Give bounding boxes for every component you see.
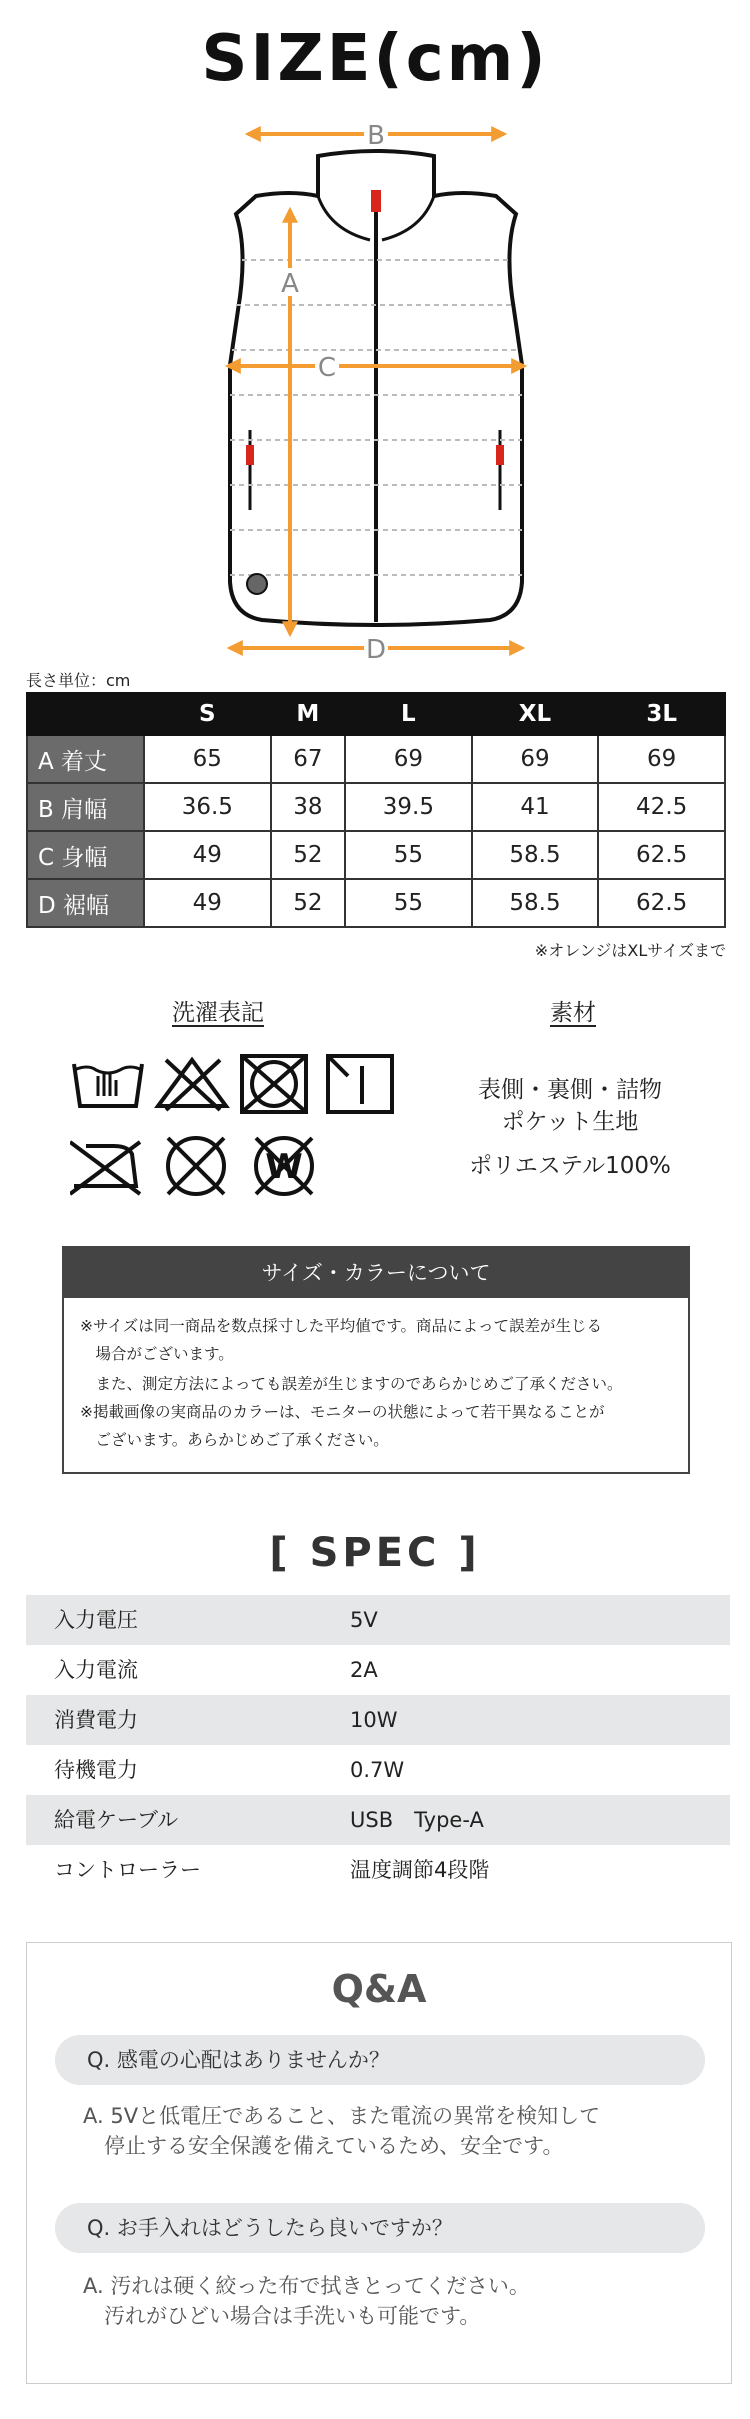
spec-value: 0.7W <box>350 1758 405 1782</box>
table-cell: 58.5 <box>472 879 599 927</box>
question-pill <box>55 2203 705 2253</box>
material-line3: ポリエステル100% <box>469 1153 671 1179</box>
spec-row <box>26 1695 730 1745</box>
table-cell: 42.5 <box>598 783 725 831</box>
table-cell: 38 <box>271 783 345 831</box>
table-row <box>27 783 725 831</box>
table-cell: 67 <box>271 735 345 783</box>
header-size: S <box>144 693 271 735</box>
answer-line: A. 汚れは硬く絞った布で拭きとってください。 <box>83 2274 530 2298</box>
qa-box <box>26 1942 732 2384</box>
table-cell: 39.5 <box>345 783 472 831</box>
table-row <box>27 831 725 879</box>
table-cell: 62.5 <box>598 831 725 879</box>
label-a: A <box>281 269 299 299</box>
spec-value: USB Type-A <box>350 1808 484 1832</box>
spec-title: [ SPEC ] <box>269 1530 481 1576</box>
question-text: Q. お手入れはどうしたら良いですか？ <box>87 2216 453 2240</box>
spec-row <box>26 1795 730 1845</box>
spec-key: コントローラー <box>54 1858 201 1882</box>
table-cell: 52 <box>271 879 345 927</box>
size-table-header <box>27 693 725 735</box>
table-cell: 49 <box>144 831 271 879</box>
row-label: C 身幅 <box>27 831 144 879</box>
unit-note: 長さ単位：cm <box>26 671 131 690</box>
table-cell: 52 <box>271 831 345 879</box>
table-cell: 69 <box>472 735 599 783</box>
table-cell: 65 <box>144 735 271 783</box>
spec-value: 5V <box>350 1608 378 1632</box>
hand-wash-icon <box>74 1064 142 1106</box>
size-table <box>26 692 726 928</box>
material-line1: 表側・裏側・詰物 <box>478 1077 662 1103</box>
answer-line: 停止する安全保護を備えているため、安全です。 <box>83 2134 564 2158</box>
material-heading: 素材 <box>550 1000 596 1026</box>
table-cell: 69 <box>598 735 725 783</box>
no-tumble-dry-icon <box>242 1056 306 1112</box>
question-pill <box>55 2035 705 2085</box>
orange-note: ※オレンジはXLサイズまで <box>534 941 726 960</box>
zipper-pull <box>371 190 381 212</box>
notice-line: 場合がございます。 <box>80 1345 234 1363</box>
header-size: L <box>345 693 472 735</box>
spec-key: 消費電力 <box>54 1708 138 1732</box>
material-line2: ポケット生地 <box>501 1109 639 1135</box>
header-size: M <box>271 693 345 735</box>
spec-value: 温度調節4段階 <box>350 1858 490 1882</box>
svg-text:W: W <box>265 1147 303 1187</box>
spec-row <box>26 1745 730 1795</box>
table-cell: 36.5 <box>144 783 271 831</box>
table-cell: 58.5 <box>472 831 599 879</box>
row-label: B 肩幅 <box>27 783 144 831</box>
notice-line: ございます。あらかじめご了承ください。 <box>80 1431 389 1449</box>
question-text: Q. 感電の心配はありませんか？ <box>87 2048 390 2072</box>
spec-value: 2A <box>350 1658 378 1682</box>
table-cell: 55 <box>345 879 472 927</box>
spec-key: 待機電力 <box>54 1758 138 1782</box>
answer-line: A. 5Vと低電圧であること、また電流の異常を検知して <box>83 2104 601 2128</box>
table-cell: 41 <box>472 783 599 831</box>
vest-illustration <box>230 151 522 625</box>
notice-line: また、測定方法によっても誤差が生じますのであらかじめご了承ください。 <box>80 1375 623 1393</box>
spec-value: 10W <box>350 1708 398 1732</box>
notice-line: ※サイズは同一商品を数点採寸した平均値です。商品によって誤差が生じる <box>80 1317 603 1335</box>
spec-row <box>26 1595 730 1645</box>
care-icons <box>70 1050 400 1200</box>
row-label: A 着丈 <box>27 735 144 783</box>
table-cell: 69 <box>345 735 472 783</box>
table-cell: 62.5 <box>598 879 725 927</box>
header-corner <box>27 693 144 735</box>
no-dry-clean-icon <box>168 1138 224 1194</box>
answer-line: 汚れがひどい場合は手洗いも可能です。 <box>83 2304 481 2328</box>
washing-heading: 洗濯表記 <box>172 1000 264 1026</box>
no-wet-clean-icon <box>256 1138 312 1194</box>
spec-row <box>26 1845 730 1895</box>
spec-key: 給電ケーブル <box>54 1808 179 1832</box>
spec-row <box>26 1645 730 1695</box>
table-cell: 55 <box>345 831 472 879</box>
row-label: D 裾幅 <box>27 879 144 927</box>
label-d: D <box>365 635 387 665</box>
no-iron-icon <box>70 1142 140 1194</box>
table-cell: 49 <box>144 879 271 927</box>
vest-diagram <box>0 110 750 670</box>
spec-key: 入力電流 <box>54 1658 138 1682</box>
table-row <box>27 735 725 783</box>
header-size: XL <box>472 693 599 735</box>
spec-key: 入力電圧 <box>54 1608 138 1632</box>
header-size: 3L <box>598 693 725 735</box>
notice-line: ※掲載画像の実商品のカラーは、モニターの状態によって若干異なることが <box>80 1403 605 1421</box>
no-bleach-icon <box>158 1060 226 1110</box>
notice-heading: サイズ・カラーについて <box>64 1248 688 1298</box>
page-title: SIZE(cm) <box>201 22 549 96</box>
table-row <box>27 879 725 927</box>
notice-box <box>62 1246 690 1474</box>
power-button <box>247 574 267 594</box>
label-b: B <box>367 121 385 151</box>
line-dry-shade-icon <box>328 1056 392 1112</box>
label-c: C <box>317 353 337 383</box>
qa-title: Q&A <box>331 1967 427 2011</box>
